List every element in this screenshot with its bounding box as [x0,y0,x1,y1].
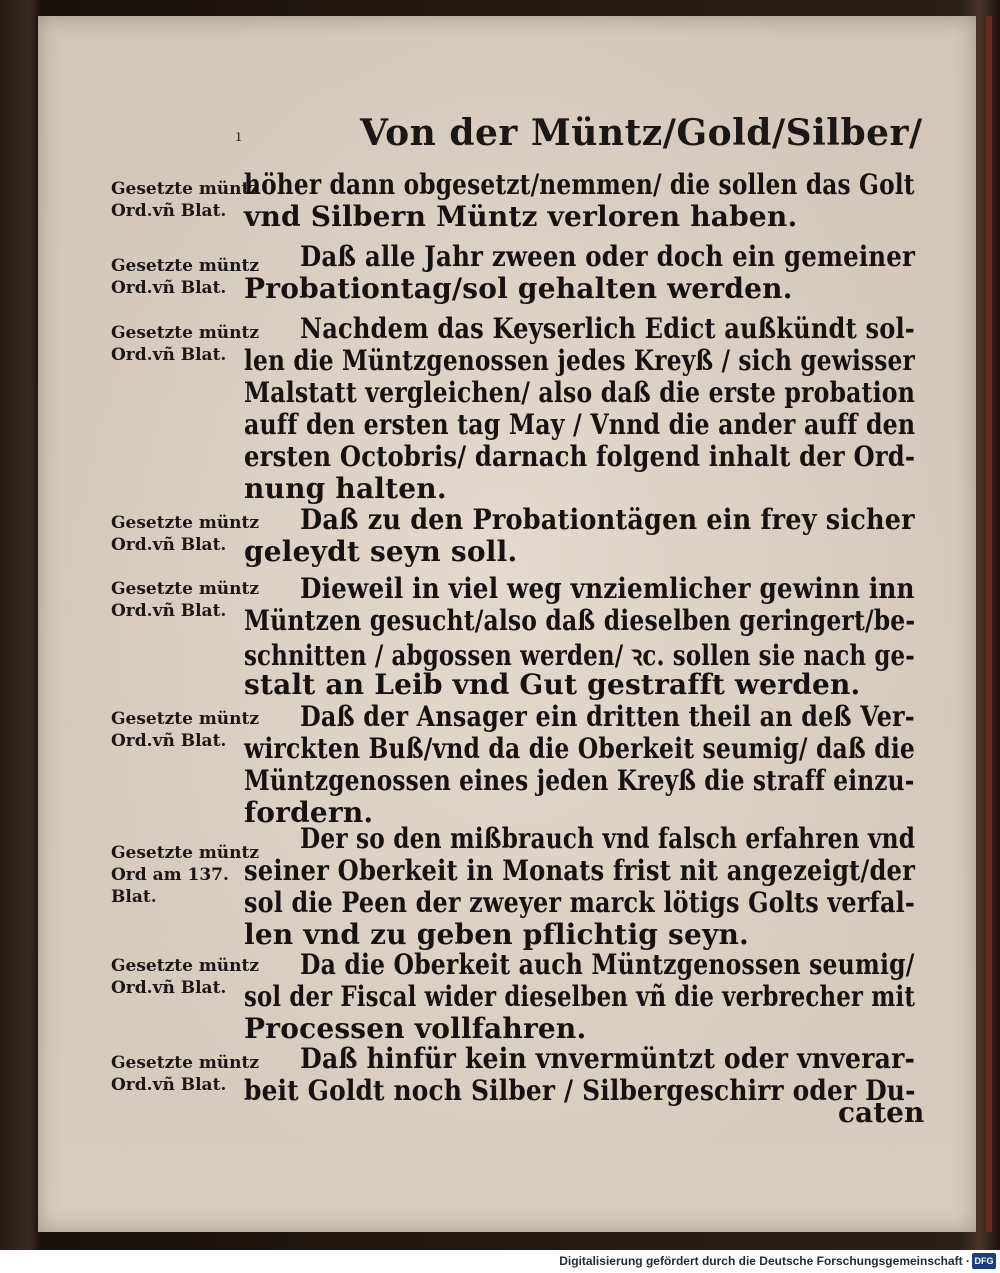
margin-note: Gesetzte müntz Ord.vñ Blat. [111,256,260,298]
dfg-logo-icon: DFG [972,1253,996,1269]
margin-note: Gesetzte müntz Ord am 137. Blat. [111,843,260,907]
text-line: Daß alle Jahr zween oder doch ein gemeiner [300,240,916,273]
text-line: vnd Silbern Müntz verloren haben. [244,200,798,233]
text-line: Da die Oberkeit auch Müntzgenossen seumig/ [300,948,915,981]
funding-note: Digitalisierung gefördert durch die Deutsche Forschungsgemeinschaft · [559,1254,970,1268]
text-line: Der so den mißbrauch vnd falsch erfahren vnd [300,822,916,855]
margin-note: Gesetzte müntz Ord.vñ Blat. [111,956,260,998]
text-line: Daß der Ansager ein dritten theil an deß Ver- [300,700,915,733]
text-line: stalt an Leib vnd Gut gestrafft werden. [244,668,861,701]
text-line: nung halten. [244,472,447,505]
text-line: Processen vollfahren. [244,1012,587,1045]
margin-note: Gesetzte müntz Ord.vñ Blat. [111,179,260,221]
running-header: Von der Müntz/Gold/Silber/ [360,112,923,154]
text-line: len die Müntzgenossen jedes Kreyß / sich gewisser [244,344,915,377]
text-line: höher dann obgesetzt/nemmen/ die sollen das Golt [244,168,915,201]
text-line: Daß zu den Probationtägen ein frey sicher [300,503,915,536]
text-line: wirckten Buß/vnd da die Oberkeit seumig/ daß die [244,732,916,765]
page-mark: ı [236,126,242,145]
text-line: Müntzen gesucht/also daß dieselben geringert/be- [244,604,916,637]
text-line: schnitten / abgossen werden/ ꝛc. sollen sie nach ge- [244,639,915,672]
text-line: ersten Octobris/ darnach folgend inhalt der Ord- [244,440,916,473]
catchword: caten [838,1096,925,1129]
margin-note: Gesetzte müntz Ord.vñ Blat. [111,513,260,555]
text-line: Malstatt vergleichen/ also daß die erste probation [244,376,916,409]
text-line: Nachdem das Keyserlich Edict außkündt sol- [300,312,915,345]
page-edge [986,16,992,1232]
margin-note: Gesetzte müntz Ord.vñ Blat. [111,323,260,365]
text-line: seiner Oberkeit in Monats frist nit angezeigt/der [244,854,916,887]
text-line: Daß hinfür kein vnvermüntzt oder vnverar- [300,1042,916,1075]
margin-note: Gesetzte müntz Ord.vñ Blat. [111,1053,260,1095]
text-line: Dieweil in viel weg vnziemlicher gewinn inn [300,572,915,605]
text-line: beit Goldt noch Silber / Silbergeschirr oder Du- [244,1074,916,1107]
margin-note: Gesetzte müntz Ord.vñ Blat. [111,579,260,621]
margin-note: Gesetzte müntz Ord.vñ Blat. [111,709,260,751]
text-line: len vnd zu geben pflichtig seyn. [244,918,749,951]
text-line: sol der Fiscal wider dieselben vñ die verbrecher mit [244,980,916,1013]
footer-bar [0,1250,1000,1273]
text-line: Probationtag/sol gehalten werden. [244,272,793,305]
text-line: geleydt seyn soll. [244,535,518,568]
text-line: auff den ersten tag May / Vnnd die ander auff den [244,408,916,441]
text-line: fordern. [244,796,374,829]
text-line: sol die Peen der zweyer marck lötigs Golts verfal- [244,886,915,919]
text-line: Müntzgenossen eines jeden Kreyß die straff einzu- [244,764,915,797]
